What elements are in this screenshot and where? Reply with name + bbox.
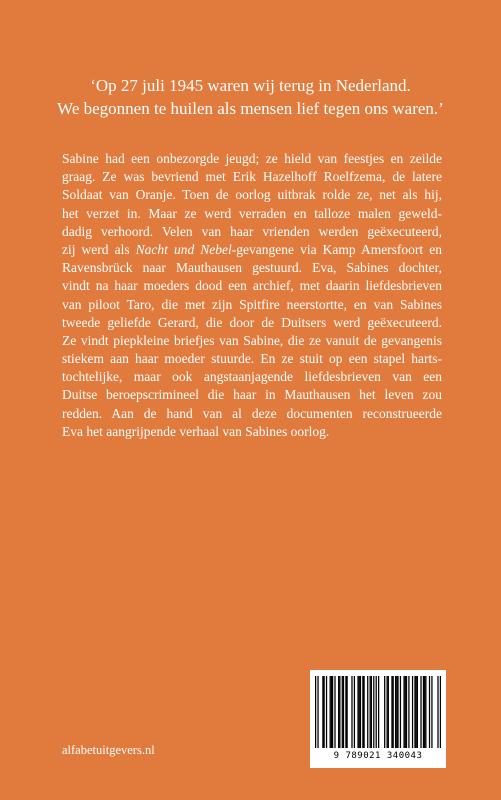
barcode-bar (323, 676, 324, 748)
barcode-bar (408, 676, 409, 748)
barcode-bar (431, 676, 432, 748)
blurb-text (62, 150, 442, 441)
barcode-bar (371, 676, 372, 748)
barcode-bar (425, 676, 426, 748)
blurb-line: vindt na haar moeders dood een archief, met daarin liefdesbrieven (62, 278, 442, 294)
blurb-line: Sabine had een onbezorgde jeugd; ze hield van feestjes en zeilde (62, 151, 442, 166)
barcode-bar (393, 676, 394, 748)
barcode-bar (363, 676, 364, 748)
barcode-bar (378, 676, 379, 748)
blurb-line: Eva het aangrijpende verhaal van Sabines oorlog. (62, 423, 330, 439)
barcode-bar (342, 676, 343, 748)
blurb-line: tochtelijke, maar ook angstaanjagende liefdesbrieven van een (62, 369, 442, 385)
barcode-bar (386, 676, 387, 748)
blurb-line-rest: -gevangene via Kamp Amersfoort en (231, 241, 442, 257)
blurb-line: Duitse beroepscrimineel die haar in Mauthausen het leven zou (62, 387, 442, 403)
barcode-bar (339, 676, 340, 748)
barcode-bar (354, 676, 355, 748)
barcode-bar (367, 676, 368, 748)
publisher-website: alfabetuitgevers.nl (62, 743, 155, 757)
barcode-bar (384, 676, 385, 748)
barcode-bar (395, 676, 396, 748)
barcode-bar (414, 676, 415, 748)
isbn-barcode (310, 670, 446, 768)
barcode-bar (315, 676, 316, 748)
barcode-bar (406, 676, 407, 748)
barcode-bar (403, 676, 404, 748)
blurb-line: het verzet in. Maar ze werd verraden en talloze malen geweld- (62, 205, 442, 221)
barcode-bar (347, 676, 348, 748)
barcode-bar (416, 676, 417, 748)
barcode-bar (331, 676, 332, 748)
barcode-bar (437, 676, 438, 748)
blurb-line: Soldaat van Oranje. Toen de oorlog uitbrak rolde ze, net als hij, (62, 187, 442, 203)
barcode-bar (370, 676, 371, 748)
barcode-bar (420, 676, 421, 748)
barcode-bar (360, 676, 361, 748)
pull-quote-line-1: ‘Op 27 juli 1945 waren wij terug in Nederland. (90, 76, 411, 95)
barcode-bar (429, 676, 430, 748)
barcode-bar (351, 676, 352, 748)
blurb-line: van piloot Taro, die met zijn Spitfire neerstortte, en van Sabines (62, 296, 442, 312)
barcode-bar (424, 676, 425, 748)
pull-quote (40, 74, 461, 120)
barcode-bar (317, 676, 318, 748)
barcode-bar (412, 676, 413, 748)
barcode-bar (326, 676, 327, 748)
barcode-bar (396, 676, 397, 748)
barcode-bar (400, 676, 401, 748)
isbn-number: 9 789021 340043 (333, 751, 423, 761)
barcode-bar (423, 676, 424, 748)
blurb-line (62, 241, 442, 259)
barcode-bar (330, 676, 331, 748)
barcode-bar (332, 676, 333, 748)
barcode-bar (357, 676, 358, 748)
barcode-bar (362, 676, 363, 748)
barcode-bars (315, 676, 441, 748)
italic-title: Nacht und Nebel (135, 241, 232, 257)
blurb-line: redden. Aan de hand van al deze documenten reconstrueerde (62, 405, 442, 421)
barcode-bar (338, 676, 339, 748)
blurb-line: Ravensbrück naar Mauthausen gestuurd. Eva, Sabines dochter, (62, 260, 442, 276)
blurb-line: tweede geliefde Gerard, die door de Duitsers werd geëxecuteerd. (62, 314, 442, 330)
barcode-bar (373, 676, 374, 748)
barcode-bar (405, 676, 406, 748)
barcode-bar (397, 676, 398, 748)
blurb-line: dadig verhoord. Velen van haar vrienden werden geëxecuteerd, (62, 223, 442, 239)
barcode-bar (359, 676, 360, 748)
blurb-line: stiekem aan haar moeder stuurde. En ze stuit op een stapel harts- (62, 351, 442, 367)
barcode-bar (322, 676, 323, 748)
barcode-bar (334, 676, 335, 748)
barcode-bar (343, 676, 344, 748)
blurb-line-start: zij werd als (62, 241, 136, 257)
blurb-line: graag. Ze was bevriend met Erik Hazelhoff Roelfzema, de latere (62, 169, 442, 185)
barcode-bar (345, 676, 346, 748)
barcode-bar (391, 676, 392, 748)
barcode-bar (417, 676, 418, 748)
blurb-line: Ze vindt piepkleine briefjes van Sabine, die ze vanuit de gevangenis (62, 332, 442, 348)
barcode-bar (376, 676, 377, 748)
barcode-bar (388, 676, 389, 748)
barcode-bar (440, 676, 441, 748)
pull-quote-line-2: We begonnen te huilen als mensen lief tegen ons waren.’ (57, 99, 444, 118)
